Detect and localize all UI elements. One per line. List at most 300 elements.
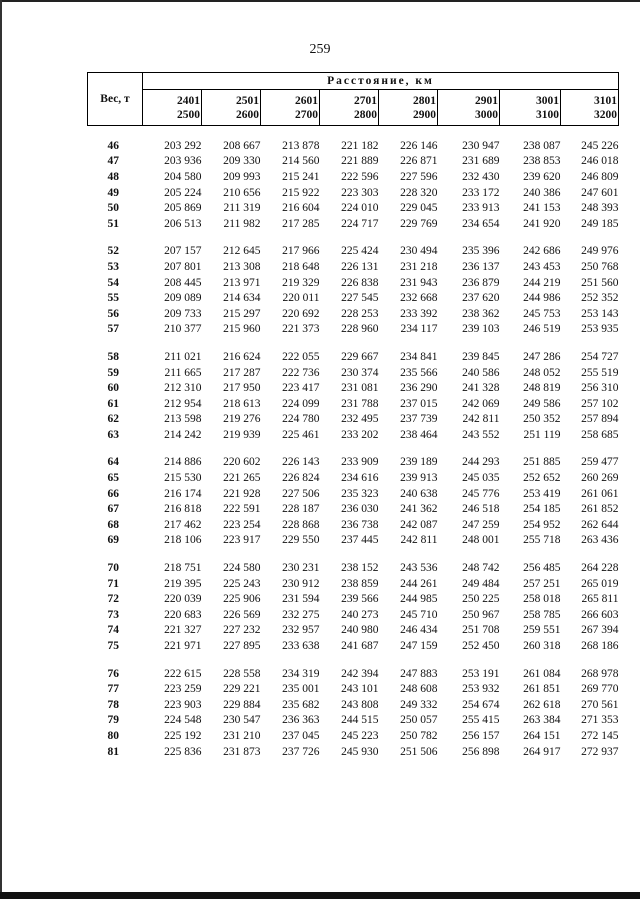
rate-cell: 256 898 — [462, 745, 500, 758]
rate-cell: 216 604 — [282, 202, 320, 215]
rate-cell: 242 087 — [400, 518, 438, 531]
rate-cell: 264 151 — [523, 729, 561, 742]
rate-cell: 204 580 — [164, 170, 202, 183]
rate-cell: 242 394 — [341, 667, 379, 680]
range-to: 3000 — [475, 108, 498, 121]
rate-cell: 244 986 — [523, 292, 561, 305]
rate-cell: 238 853 — [523, 155, 561, 168]
table-row — [88, 501, 619, 517]
distance-range-header — [561, 90, 619, 126]
rate-cell: 229 045 — [400, 202, 438, 215]
rate-cell: 250 768 — [581, 260, 619, 273]
rate-cell: 223 903 — [164, 698, 202, 711]
rate-cell: 227 232 — [223, 624, 261, 637]
weight-cell: 76 — [107, 667, 119, 680]
rate-cell: 219 329 — [282, 276, 320, 289]
weight-cell: 54 — [107, 276, 119, 289]
distance-range-header — [320, 90, 379, 126]
rate-cell: 231 873 — [223, 745, 261, 758]
rate-cell: 238 859 — [341, 577, 379, 590]
rate-cell: 235 001 — [282, 683, 320, 696]
weight-cell: 71 — [107, 577, 119, 590]
table-row — [88, 216, 619, 232]
rate-cell: 270 561 — [581, 698, 619, 711]
rate-cell: 216 174 — [164, 487, 202, 500]
rate-cell: 262 618 — [523, 698, 561, 711]
table-row — [88, 623, 619, 639]
rate-cell: 251 119 — [523, 428, 561, 441]
table-row — [88, 275, 619, 291]
rate-cell: 212 645 — [223, 245, 261, 258]
scan-edge-bottom — [0, 892, 640, 899]
rate-cell: 237 620 — [462, 292, 500, 305]
weight-cell: 61 — [107, 397, 119, 410]
range-to: 3200 — [594, 108, 617, 121]
rate-cell: 231 788 — [341, 397, 379, 410]
weight-cell: 66 — [107, 487, 119, 500]
table-row — [88, 290, 619, 306]
table-row — [88, 666, 619, 682]
range-to: 3100 — [536, 108, 559, 121]
rate-cell: 221 928 — [223, 487, 261, 500]
table-row — [88, 412, 619, 428]
rate-cell: 251 560 — [581, 276, 619, 289]
rate-table — [87, 72, 619, 759]
rate-cell: 225 906 — [223, 593, 261, 606]
rate-cell: 243 453 — [523, 260, 561, 273]
range-to: 2900 — [413, 108, 436, 121]
rate-cell: 268 186 — [581, 640, 619, 653]
range-to: 2500 — [177, 108, 200, 121]
rate-cell: 258 018 — [523, 593, 561, 606]
weight-cell: 50 — [107, 202, 119, 215]
table-row — [88, 154, 619, 170]
rate-cell: 235 566 — [400, 366, 438, 379]
rate-cell: 224 780 — [282, 413, 320, 426]
rate-cell: 256 157 — [462, 729, 500, 742]
rate-cell: 229 550 — [282, 534, 320, 547]
rate-cell: 236 879 — [462, 276, 500, 289]
rate-cell: 250 225 — [462, 593, 500, 606]
table-row — [88, 638, 619, 654]
rate-cell: 243 808 — [341, 698, 379, 711]
range-from: 3001 — [536, 94, 559, 107]
rate-cell: 250 352 — [523, 413, 561, 426]
rate-cell: 241 362 — [400, 503, 438, 516]
table-row — [88, 517, 619, 533]
rate-cell: 220 602 — [223, 456, 261, 469]
rate-cell: 239 189 — [400, 456, 438, 469]
table-row — [88, 728, 619, 744]
weight-cell: 64 — [107, 456, 119, 469]
scan-edge-top — [0, 0, 640, 2]
rate-cell: 211 021 — [164, 350, 202, 363]
weight-cell: 65 — [107, 472, 119, 485]
rate-cell: 227 596 — [400, 170, 438, 183]
rate-cell: 244 985 — [400, 593, 438, 606]
rate-cell: 207 157 — [164, 245, 202, 258]
rate-cell: 203 292 — [164, 139, 202, 152]
rate-cell: 225 192 — [164, 729, 202, 742]
table-row — [88, 259, 619, 275]
rate-cell: 233 638 — [282, 640, 320, 653]
rate-cell: 229 667 — [341, 350, 379, 363]
range-from: 2501 — [236, 94, 259, 107]
rate-cell: 256 310 — [581, 382, 619, 395]
rate-cell: 260 269 — [581, 472, 619, 485]
rate-cell: 217 287 — [223, 366, 261, 379]
rate-cell: 223 254 — [223, 518, 261, 531]
rate-cell: 235 323 — [341, 487, 379, 500]
rate-cell: 248 001 — [462, 534, 500, 547]
rate-cell: 247 286 — [523, 350, 561, 363]
rate-cell: 242 811 — [462, 413, 500, 426]
weight-cell: 55 — [107, 292, 119, 305]
range-to: 2800 — [354, 108, 377, 121]
rate-cell: 253 419 — [523, 487, 561, 500]
table-row — [88, 576, 619, 592]
table-row — [88, 681, 619, 697]
rate-cell: 271 353 — [581, 714, 619, 727]
group-gap — [88, 232, 619, 244]
rate-cell: 224 580 — [223, 562, 261, 575]
rate-cell: 249 332 — [400, 698, 438, 711]
weight-cell: 79 — [107, 714, 119, 727]
rate-cell: 232 275 — [282, 608, 320, 621]
rate-cell: 241 328 — [462, 382, 500, 395]
rate-cell: 255 415 — [462, 714, 500, 727]
weight-cell: 46 — [107, 139, 119, 152]
rate-cell: 205 224 — [164, 186, 202, 199]
table-row — [88, 697, 619, 713]
rate-cell: 252 352 — [581, 292, 619, 305]
rate-cell: 228 868 — [282, 518, 320, 531]
rate-cell: 223 259 — [164, 683, 202, 696]
rate-cell: 217 950 — [223, 382, 261, 395]
rate-cell: 229 884 — [223, 698, 261, 711]
rate-cell: 241 920 — [523, 217, 561, 230]
table-row — [88, 200, 619, 216]
weight-cell: 62 — [107, 413, 119, 426]
rate-cell: 233 392 — [400, 307, 438, 320]
rate-cell: 246 809 — [581, 170, 619, 183]
rate-cell: 231 943 — [400, 276, 438, 289]
rate-cell: 234 654 — [462, 217, 500, 230]
rate-cell: 228 187 — [282, 503, 320, 516]
rate-cell: 246 518 — [462, 503, 500, 516]
rate-cell: 205 869 — [164, 202, 202, 215]
rate-cell: 234 319 — [282, 667, 320, 680]
rate-cell: 265 019 — [581, 577, 619, 590]
weight-cell: 52 — [107, 245, 119, 258]
rate-cell: 248 742 — [462, 562, 500, 575]
rate-cell: 257 894 — [581, 413, 619, 426]
group-gap — [88, 654, 619, 666]
rate-cell: 261 084 — [523, 667, 561, 680]
weight-cell: 70 — [107, 562, 119, 575]
rate-cell: 261 851 — [523, 683, 561, 696]
rate-cell: 228 320 — [400, 186, 438, 199]
rate-cell: 237 045 — [282, 729, 320, 742]
rate-cell: 235 682 — [282, 698, 320, 711]
weight-cell: 78 — [107, 698, 119, 711]
rate-cell: 223 303 — [341, 186, 379, 199]
rate-cell: 224 010 — [341, 202, 379, 215]
table-row — [88, 185, 619, 201]
table-row — [88, 244, 619, 260]
table-row — [88, 380, 619, 396]
weight-cell: 80 — [107, 729, 119, 742]
rate-cell: 221 373 — [282, 323, 320, 336]
rate-cell: 222 615 — [164, 667, 202, 680]
rate-cell: 213 878 — [282, 139, 320, 152]
rate-cell: 226 131 — [341, 260, 379, 273]
rate-cell: 226 143 — [282, 456, 320, 469]
weight-cell: 73 — [107, 608, 119, 621]
rate-cell: 245 930 — [341, 745, 379, 758]
table-row — [88, 713, 619, 729]
table-row — [88, 365, 619, 381]
rate-cell: 249 484 — [462, 577, 500, 590]
rate-cell: 228 253 — [341, 307, 379, 320]
rate-cell: 240 638 — [400, 487, 438, 500]
rate-cell: 231 081 — [341, 382, 379, 395]
rate-cell: 208 667 — [223, 139, 261, 152]
rate-cell: 237 726 — [282, 745, 320, 758]
rate-cell: 230 231 — [282, 562, 320, 575]
rate-cell: 247 601 — [581, 186, 619, 199]
rate-cell: 219 939 — [223, 428, 261, 441]
rate-cell: 238 362 — [462, 307, 500, 320]
page-number: 259 — [309, 42, 331, 57]
rate-cell: 265 811 — [581, 593, 619, 606]
rate-cell: 218 106 — [164, 534, 202, 547]
weight-cell: 68 — [107, 518, 119, 531]
rate-cell: 218 751 — [164, 562, 202, 575]
rate-cell: 253 935 — [581, 323, 619, 336]
rate-cell: 232 495 — [341, 413, 379, 426]
weight-cell: 81 — [107, 745, 119, 758]
rate-cell: 251 885 — [523, 456, 561, 469]
rate-cell: 220 039 — [164, 593, 202, 606]
rate-cell: 244 219 — [523, 276, 561, 289]
rate-cell: 237 739 — [400, 413, 438, 426]
rate-cell: 252 652 — [523, 472, 561, 485]
rate-cell: 250 782 — [400, 729, 438, 742]
rate-cell: 233 202 — [341, 428, 379, 441]
rate-cell: 211 665 — [164, 366, 202, 379]
rate-cell: 235 396 — [462, 245, 500, 258]
rate-cell: 250 967 — [462, 608, 500, 621]
rate-cell: 242 811 — [400, 534, 438, 547]
rate-cell: 212 954 — [164, 397, 202, 410]
rate-cell: 247 159 — [400, 640, 438, 653]
table-row — [88, 470, 619, 486]
weight-cell: 63 — [107, 428, 119, 441]
rate-cell: 255 718 — [523, 534, 561, 547]
rate-cell: 211 319 — [223, 202, 261, 215]
rate-cell: 207 801 — [164, 260, 202, 273]
rate-cell: 208 445 — [164, 276, 202, 289]
distance-range-header — [143, 90, 202, 126]
rate-cell: 216 818 — [164, 503, 202, 516]
rate-cell: 266 603 — [581, 608, 619, 621]
rate-cell: 253 932 — [462, 683, 500, 696]
rate-cell: 241 687 — [341, 640, 379, 653]
rate-cell: 253 143 — [581, 307, 619, 320]
rate-cell: 246 519 — [523, 323, 561, 336]
weight-cell: 74 — [107, 624, 119, 637]
rate-cell: 210 377 — [164, 323, 202, 336]
rate-cell: 218 648 — [282, 260, 320, 273]
rate-cell: 214 560 — [282, 155, 320, 168]
rate-cell: 253 191 — [462, 667, 500, 680]
rate-cell: 209 089 — [164, 292, 202, 305]
rate-cell: 252 450 — [462, 640, 500, 653]
rate-cell: 254 952 — [523, 518, 561, 531]
rate-cell: 219 276 — [223, 413, 261, 426]
table-row — [88, 349, 619, 365]
range-to: 2700 — [295, 108, 318, 121]
rate-cell: 222 736 — [282, 366, 320, 379]
range-from: 3101 — [594, 94, 617, 107]
rate-cell: 217 966 — [282, 245, 320, 258]
rate-cell: 264 228 — [581, 562, 619, 575]
rate-cell: 214 634 — [223, 292, 261, 305]
rate-cell: 228 558 — [223, 667, 261, 680]
rate-cell: 219 395 — [164, 577, 202, 590]
table-row — [88, 427, 619, 443]
weight-cell: 51 — [107, 217, 119, 230]
rate-cell: 225 461 — [282, 428, 320, 441]
rate-cell: 220 692 — [282, 307, 320, 320]
rate-cell: 247 259 — [462, 518, 500, 531]
rate-cell: 248 608 — [400, 683, 438, 696]
rate-cell: 268 978 — [581, 667, 619, 680]
rate-cell: 223 417 — [282, 382, 320, 395]
rate-cell: 240 980 — [341, 624, 379, 637]
rate-cell: 226 569 — [223, 608, 261, 621]
table-row — [88, 607, 619, 623]
rate-cell: 238 087 — [523, 139, 561, 152]
rate-cell: 232 957 — [282, 624, 320, 637]
rate-cell: 221 265 — [223, 472, 261, 485]
rate-cell: 210 656 — [223, 186, 261, 199]
rate-cell: 217 285 — [282, 217, 320, 230]
rate-cell: 215 960 — [223, 323, 261, 336]
rate-cell: 239 620 — [523, 170, 561, 183]
rate-cell: 234 841 — [400, 350, 438, 363]
rate-cell: 234 117 — [400, 323, 438, 336]
rate-cell: 230 912 — [282, 577, 320, 590]
rate-cell: 232 668 — [400, 292, 438, 305]
weight-column-header: Вес, т — [88, 73, 143, 126]
rate-cell: 230 374 — [341, 366, 379, 379]
rate-cell: 261 852 — [581, 503, 619, 516]
rate-cell: 244 261 — [400, 577, 438, 590]
rate-cell: 225 424 — [341, 245, 379, 258]
rate-cell: 212 310 — [164, 382, 202, 395]
distance-range-header — [202, 90, 261, 126]
rate-cell: 241 153 — [523, 202, 561, 215]
rate-cell: 267 394 — [581, 624, 619, 637]
rate-cell: 246 434 — [400, 624, 438, 637]
rate-cell: 245 226 — [581, 139, 619, 152]
rate-cell: 217 462 — [164, 518, 202, 531]
rate-cell: 238 152 — [341, 562, 379, 575]
table-row — [88, 744, 619, 760]
rate-cell: 225 836 — [164, 745, 202, 758]
rate-cell: 220 683 — [164, 608, 202, 621]
rate-cell: 249 976 — [581, 245, 619, 258]
rate-cell: 245 035 — [462, 472, 500, 485]
distance-range-row — [88, 90, 619, 126]
rate-cell: 224 099 — [282, 397, 320, 410]
table-body — [88, 126, 619, 760]
range-from: 2401 — [177, 94, 200, 107]
rate-cell: 263 384 — [523, 714, 561, 727]
rate-cell: 232 430 — [462, 170, 500, 183]
rate-cell: 245 710 — [400, 608, 438, 621]
rate-cell: 233 913 — [462, 202, 500, 215]
weight-cell: 57 — [107, 323, 119, 336]
rate-cell: 240 586 — [462, 366, 500, 379]
rate-cell: 240 273 — [341, 608, 379, 621]
rate-cell: 236 290 — [400, 382, 438, 395]
distance-range-header — [438, 90, 500, 126]
rate-cell: 230 494 — [400, 245, 438, 258]
weight-cell: 72 — [107, 593, 119, 606]
rate-cell: 230 547 — [223, 714, 261, 727]
weight-cell: 59 — [107, 366, 119, 379]
table-row — [88, 455, 619, 471]
rate-cell: 216 624 — [223, 350, 261, 363]
rate-cell: 257 251 — [523, 577, 561, 590]
rate-cell: 250 057 — [400, 714, 438, 727]
range-to: 2600 — [236, 108, 259, 121]
rate-cell: 251 506 — [400, 745, 438, 758]
rate-cell: 227 895 — [223, 640, 261, 653]
rate-cell: 231 218 — [400, 260, 438, 273]
rate-cell: 225 243 — [223, 577, 261, 590]
distance-range-header — [500, 90, 561, 126]
rate-cell: 248 393 — [581, 202, 619, 215]
distance-range-header — [379, 90, 438, 126]
rate-cell: 229 221 — [223, 683, 261, 696]
rate-cell: 230 947 — [462, 139, 500, 152]
rate-cell: 236 738 — [341, 518, 379, 531]
rate-cell: 227 506 — [282, 487, 320, 500]
table-row — [88, 560, 619, 576]
rate-cell: 237 445 — [341, 534, 379, 547]
rate-cell: 242 686 — [523, 245, 561, 258]
table-row — [88, 322, 619, 338]
table-row — [88, 169, 619, 185]
rate-cell: 272 145 — [581, 729, 619, 742]
spacer-row — [88, 126, 619, 139]
weight-cell: 53 — [107, 260, 119, 273]
rate-cell: 259 551 — [523, 624, 561, 637]
rate-cell: 262 644 — [581, 518, 619, 531]
rate-cell: 236 030 — [341, 503, 379, 516]
weight-cell: 75 — [107, 640, 119, 653]
rate-cell: 213 598 — [164, 413, 202, 426]
rate-cell: 254 727 — [581, 350, 619, 363]
rate-cell: 231 210 — [223, 729, 261, 742]
rate-cell: 224 548 — [164, 714, 202, 727]
rate-cell: 251 708 — [462, 624, 500, 637]
weight-cell: 48 — [107, 170, 119, 183]
